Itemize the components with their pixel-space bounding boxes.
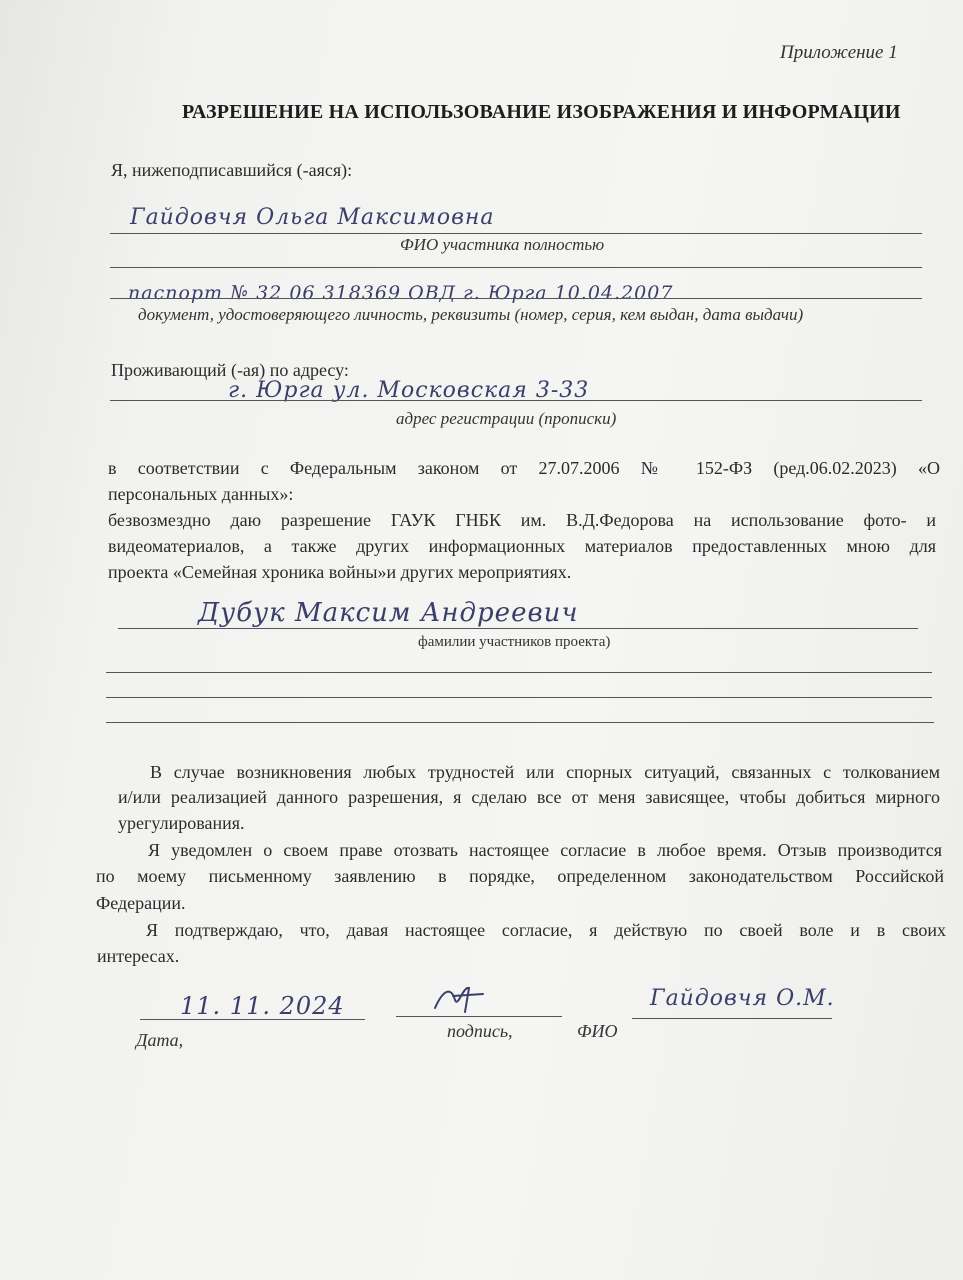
paragraph-1-line-2: и/или реализацией данного разрешения, я сделаю все от меня зависящее, чтобы добиться мирного xyxy=(118,787,940,807)
paragraph-3-line-1: Я подтверждаю, что, давая настоящее согласие, я действую по своей воле и в своих xyxy=(146,920,946,940)
address-handwritten: г. Юрга ул. Московская 3-33 xyxy=(228,378,590,403)
paragraph-2-line-3: Федерации. xyxy=(96,893,186,913)
blank-line-2 xyxy=(106,697,932,698)
intro-text: Я, нижеподписавшийся (-аяся): xyxy=(111,160,353,180)
law-text-line-5: проекта «Семейная хроника войны»и других мероприятиях. xyxy=(108,562,572,582)
date-caption: Дата, xyxy=(136,1030,184,1050)
blank-line-3 xyxy=(106,722,934,723)
date-line xyxy=(140,1019,365,1020)
address-label: Проживающий (-ая) по адресу: xyxy=(111,360,349,380)
full-name-caption: ФИО участника полностью xyxy=(400,235,605,254)
signature-line xyxy=(396,1016,562,1017)
document-title: РАЗРЕШЕНИЕ НА ИСПОЛЬЗОВАНИЕ ИЗОБРАЖЕНИЯ И ИНФОРМАЦИИ xyxy=(182,101,901,123)
paragraph-2-line-2: по моему письменному заявлению в порядке, определенном законодательством Российской xyxy=(96,866,944,886)
address-line xyxy=(110,400,922,401)
document-caption: документ, удостоверяющего личность, реквизиты (номер, серия, кем выдан, дата выдачи) xyxy=(138,305,804,324)
full-name-line xyxy=(110,233,922,234)
blank-line-1 xyxy=(106,672,932,673)
full-name-handwritten: Гайдовчя Ольга Максимовна xyxy=(130,205,495,230)
blank-line xyxy=(110,267,922,268)
law-text-line-4: видеоматериалов, а также других информационных материалов предоставленных мною для xyxy=(108,536,936,556)
law-text-line-2: персональных данных»: xyxy=(108,484,294,504)
law-text-line-3: безвозмездно даю разрешение ГАУК ГНБК им. В.Д.Федорова на использование фото- и xyxy=(108,510,936,530)
document-line xyxy=(110,298,922,299)
paragraph-1-line-3: урегулирования. xyxy=(118,813,245,833)
law-text-line-1: в соответствии с Федеральным законом от 27.07.2006 № 152-ФЗ (ред.06.02.2023) «О xyxy=(108,458,940,478)
address-caption: адрес регистрации (прописки) xyxy=(396,409,617,428)
paragraph-3-line-2: интересах. xyxy=(97,946,180,966)
paragraph-1-line-1: В случае возникновения любых трудностей или спорных ситуаций, связанных с толкованием xyxy=(150,762,940,782)
document-handwritten: паспорт № 32 06 318369 ОВД г. Юрга 10.04.2007 xyxy=(128,282,674,304)
fio-caption: ФИО xyxy=(577,1021,618,1041)
paragraph-2-line-1: Я уведомлен о своем праве отозвать настоящее согласие в любое время. Отзыв производится xyxy=(148,840,942,860)
appendix-label: Приложение 1 xyxy=(780,42,898,63)
signature-scribble-icon xyxy=(425,978,495,1018)
date-handwritten: 11. 11. 2024 xyxy=(180,992,345,1020)
fio-line xyxy=(632,1018,832,1019)
signature-caption: подпись, xyxy=(447,1021,513,1041)
participants-handwritten: Дубук Максим Андреевич xyxy=(198,598,579,628)
fio-handwritten: Гайдовчя О.М. xyxy=(650,986,835,1011)
participants-line xyxy=(118,628,918,629)
participants-caption: фамилии участников проекта) xyxy=(418,634,611,650)
